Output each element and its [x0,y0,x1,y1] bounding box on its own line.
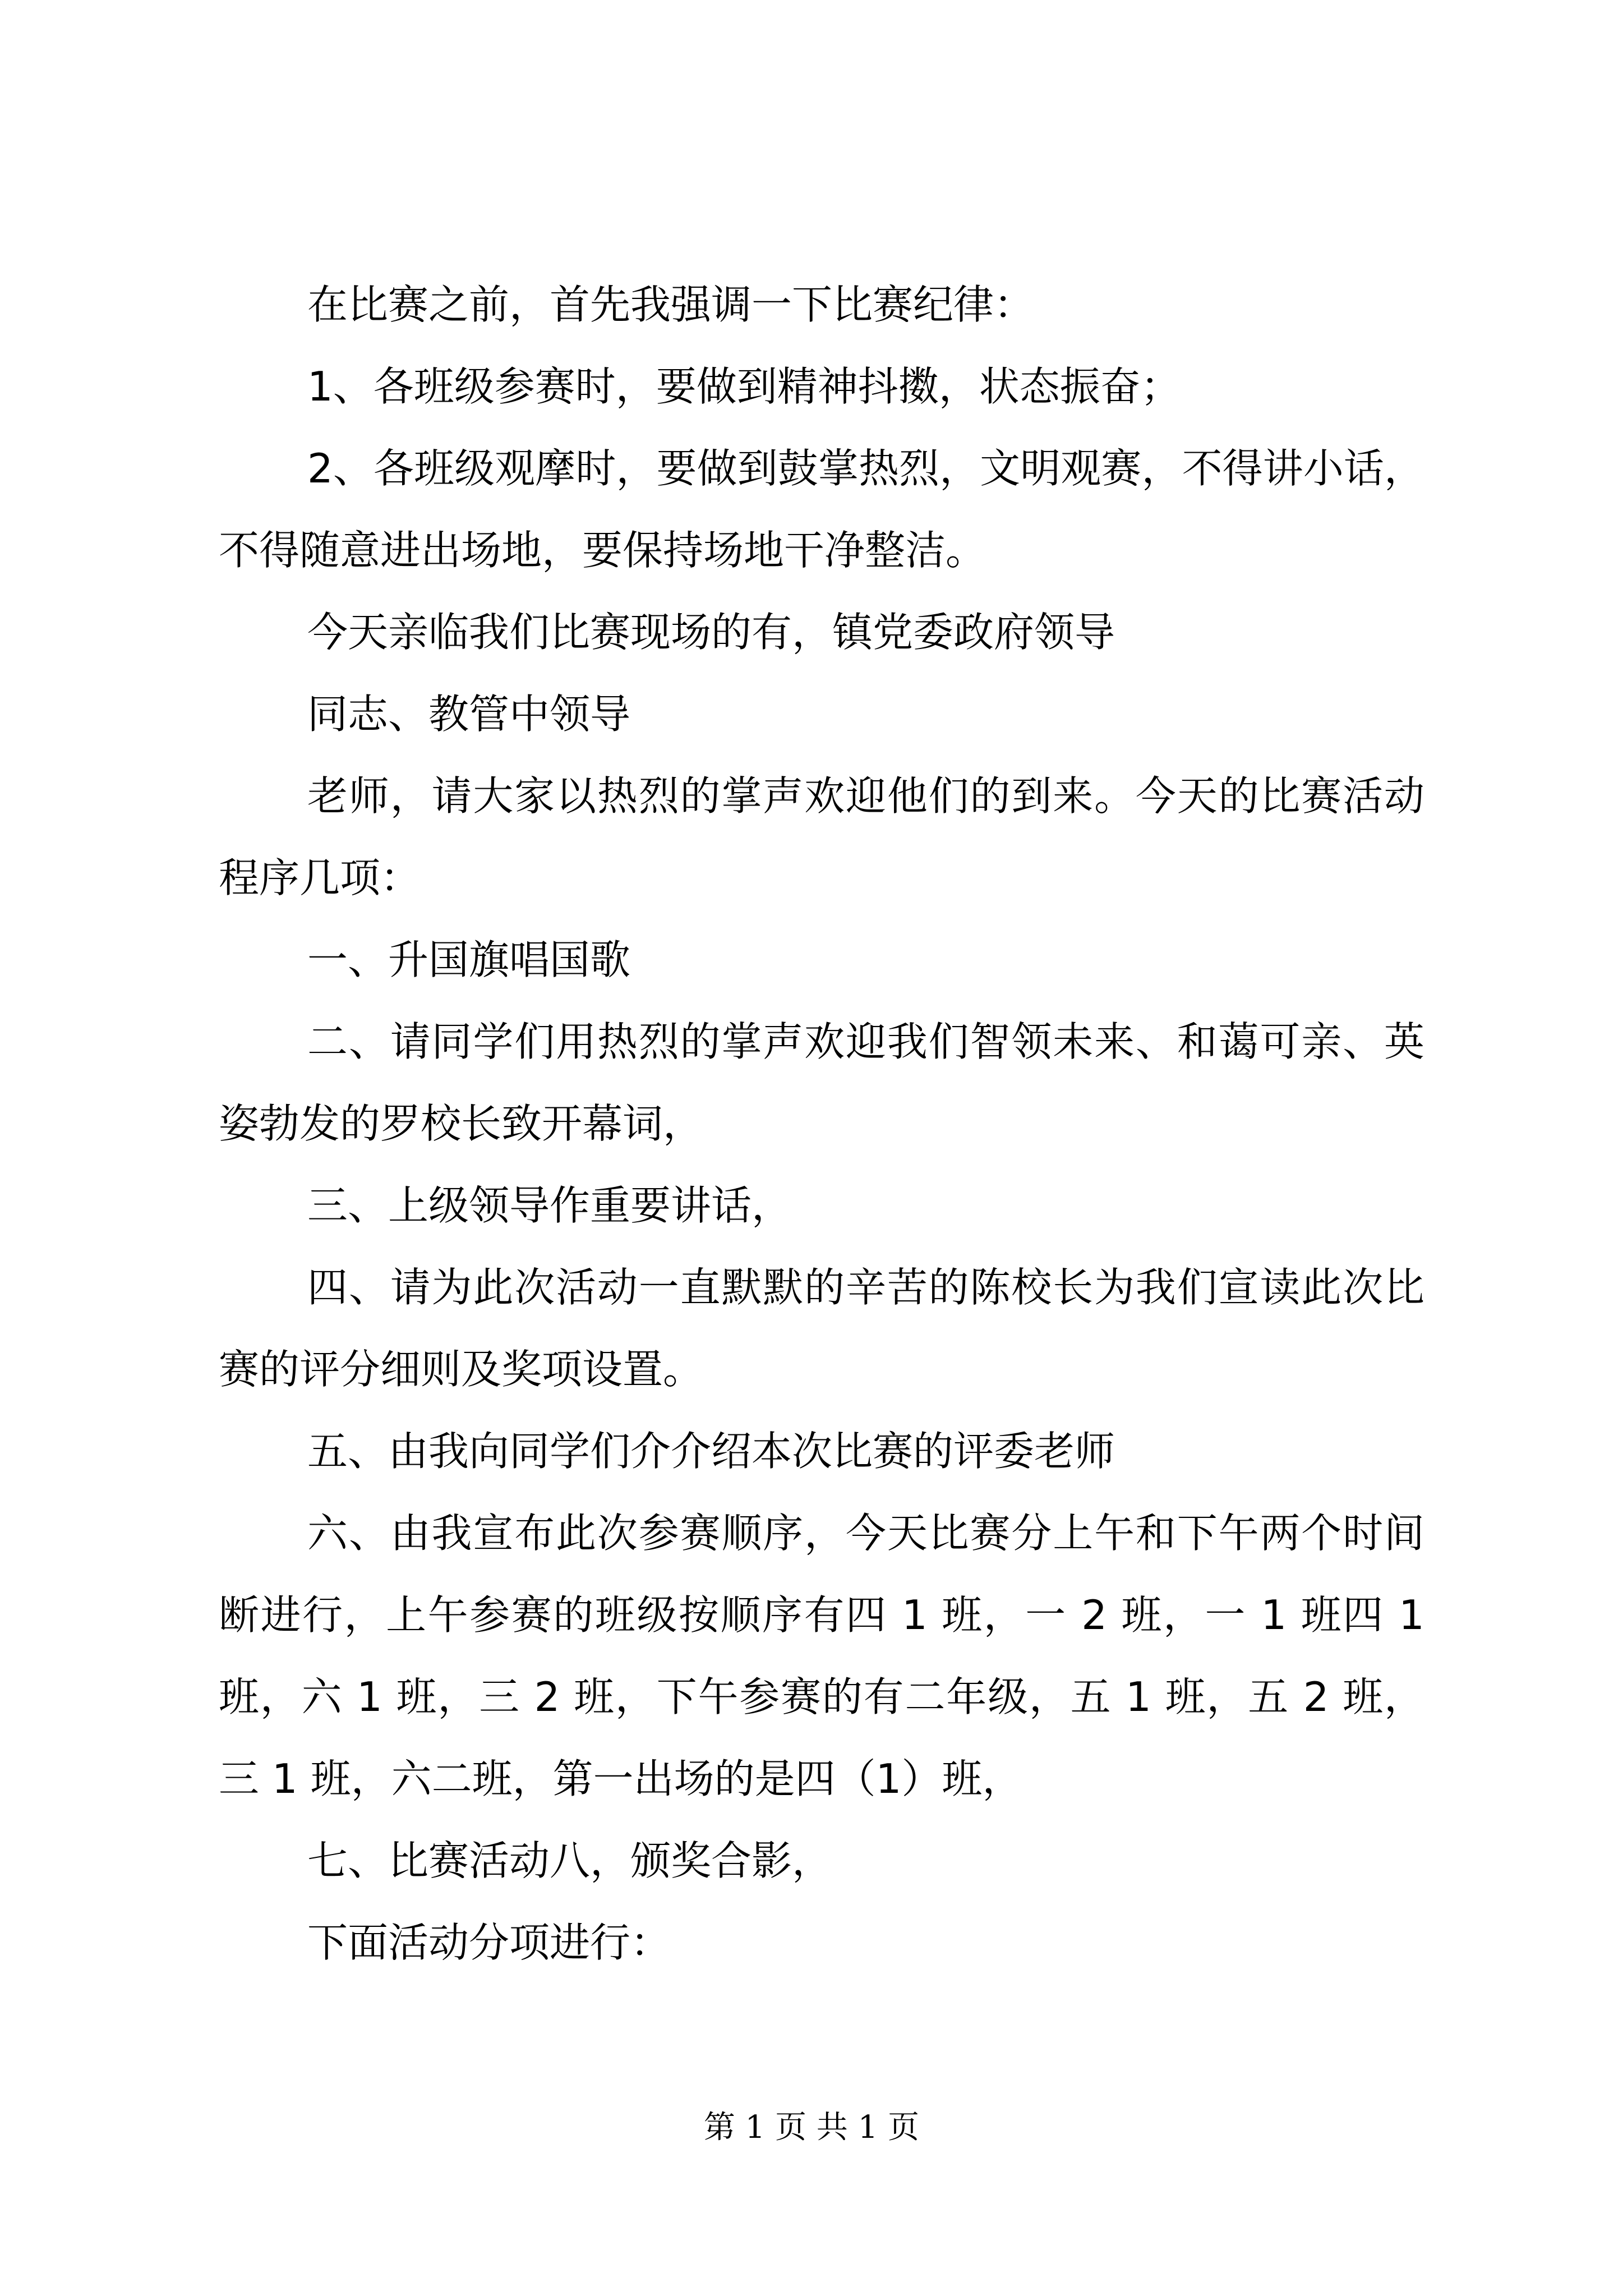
paragraph: 老师，请大家以热烈的掌声欢迎他们的到来。今天的比赛活动程序几项： [219,772,1424,901]
paragraph: 二、请同学们用热烈的掌声欢迎我们智领未来、和蔼可亲、英姿勃发的罗校长致开幕词， [219,1018,1424,1147]
document-body [219,264,1437,1984]
paragraph: 同志、教管中领导 [307,691,631,738]
paragraph: 三、上级领导作重要讲话， [307,1182,792,1229]
paragraph: 在比赛之前，首先我强调一下比赛纪律： [307,281,1035,328]
paragraph: 四、请为此次活动一直默默的辛苦的陈校长为我们宣读此次比赛的评分细则及奖项设置。 [219,1264,1424,1393]
paragraph: 今天亲临我们比赛现场的有，镇党委政府领导 [307,609,1115,656]
paragraph: 一、升国旗唱国歌 [307,936,631,983]
paragraph: 六、由我宣布此次参赛顺序，今天比赛分上午和下午两个时间断进行，上午参赛的班级按顺序有四 1 班，一 2 班，一 1 班四 1 班，六 1 班，三 2 班，下午参赛的有二年级，五 1 班，五 2 班，三 1 班，六二班，第一出场的是四（1）班， [219,1510,1437,1802]
paragraph: 下面活动分项进行： [307,1919,671,1966]
page-footer [0,2102,1623,2147]
paragraph: 五、由我向同学们介介绍本次比赛的评委老师 [307,1428,1115,1475]
paragraph: 2、各班级观摩时，要做到鼓掌热烈，文明观赛，不得讲小话，不得随意进出场地，要保持场地干净整洁。 [219,445,1424,574]
page-number: 第 1 页 共 1 页 [703,2109,920,2146]
paragraph: 七、比赛活动八，颁奖合影， [307,1837,833,1884]
paragraph: 1、各班级参赛时，要做到精神抖擞，状态振奋； [307,363,1181,410]
